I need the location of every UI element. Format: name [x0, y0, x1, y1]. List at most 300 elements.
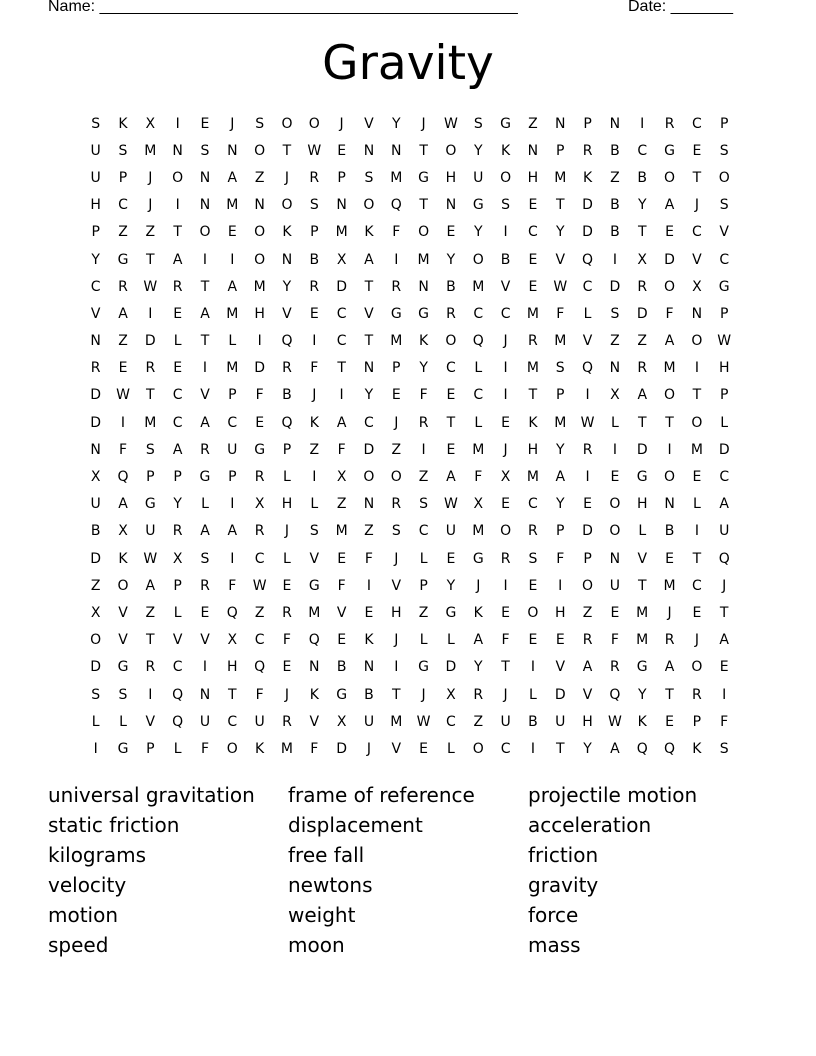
grid-letter: R — [309, 278, 320, 295]
grid-letter: Z — [582, 604, 593, 621]
grid-letter: V — [90, 305, 101, 322]
grid-letter: I — [585, 387, 590, 404]
grid-letter: G — [418, 659, 430, 676]
grid-letter: Z — [473, 713, 484, 730]
grid-letter: P — [719, 305, 729, 322]
grid-letter: J — [394, 414, 399, 431]
grid-letter: O — [664, 387, 676, 404]
word-list-item: gravity — [528, 873, 599, 897]
grid-letter: N — [281, 251, 293, 268]
grid-letter: F — [255, 387, 264, 404]
grid-letter: T — [501, 659, 510, 676]
grid-letter: Z — [309, 441, 320, 458]
grid-letter: O — [254, 224, 266, 241]
grid-letter: U — [555, 713, 566, 730]
grid-letter: U — [199, 713, 211, 730]
grid-letter: I — [366, 577, 372, 594]
grid-letter: J — [503, 441, 508, 458]
grid-letter: Y — [555, 224, 565, 241]
grid-letter: V — [118, 604, 128, 621]
grid-letter: I — [722, 686, 727, 703]
grid-letter: N — [227, 142, 238, 159]
grid-letter: Z — [254, 169, 265, 186]
grid-letter: T — [282, 142, 292, 159]
grid-letter: L — [419, 632, 428, 649]
grid-letter: K — [692, 740, 702, 757]
grid-letter: C — [118, 197, 128, 214]
grid-letter: E — [555, 632, 565, 649]
grid-letter: R — [582, 142, 593, 159]
grid-letter: X — [692, 278, 702, 295]
grid-letter: D — [90, 659, 102, 676]
grid-letter: E — [118, 360, 128, 377]
grid-letter: Q — [226, 604, 238, 621]
grid-letter: V — [555, 659, 566, 676]
grid-letter: I — [120, 414, 126, 431]
grid-row — [82, 735, 738, 762]
grid-letter: F — [720, 713, 729, 730]
grid-letter: F — [392, 224, 401, 241]
grid-letter: E — [446, 387, 456, 404]
grid-letter: A — [446, 469, 456, 486]
grid-letter: V — [719, 224, 729, 241]
grid-letter: M — [390, 713, 403, 730]
grid-letter: T — [200, 333, 210, 350]
grid-row — [82, 137, 738, 164]
grid-row — [82, 654, 738, 681]
grid-letter: S — [419, 496, 429, 513]
grid-letter: E — [583, 496, 592, 513]
grid-letter: A — [200, 414, 210, 431]
grid-letter: G — [445, 604, 457, 621]
grid-letter: D — [336, 740, 347, 757]
grid-letter: O — [664, 469, 676, 486]
grid-letter: I — [640, 115, 645, 132]
grid-letter: X — [227, 632, 238, 649]
grid-letter: A — [227, 278, 238, 295]
grid-row — [82, 627, 738, 654]
word-list-item: weight — [288, 903, 356, 927]
grid-row — [82, 518, 738, 545]
grid-letter: M — [390, 169, 403, 186]
grid-letter: V — [282, 305, 292, 322]
grid-letter: F — [310, 740, 319, 757]
grid-letter: C — [227, 713, 238, 730]
grid-letter: Q — [472, 333, 484, 350]
grid-letter: I — [202, 251, 208, 268]
grid-letter: F — [364, 550, 373, 567]
grid-letter: I — [503, 360, 508, 377]
grid-letter: D — [582, 224, 593, 241]
grid-letter: Z — [336, 496, 347, 513]
grid-letter: O — [254, 251, 266, 268]
grid-letter: U — [90, 169, 101, 186]
grid-letter: P — [228, 469, 237, 486]
grid-letter: E — [255, 414, 265, 431]
grid-letter: J — [284, 523, 290, 540]
grid-row — [82, 328, 738, 355]
grid-letter: I — [257, 333, 262, 350]
grid-letter: C — [719, 251, 730, 268]
grid-letter: E — [501, 604, 511, 621]
grid-letter: X — [172, 550, 183, 567]
grid-letter: H — [254, 305, 265, 322]
grid-letter: A — [172, 251, 183, 268]
grid-letter: D — [609, 278, 621, 295]
grid-letter: O — [445, 333, 457, 350]
grid-letter: R — [172, 278, 183, 295]
grid-letter: E — [446, 550, 456, 567]
grid-letter: N — [363, 142, 375, 159]
grid-letter: R — [664, 632, 675, 649]
grid-letter: Q — [172, 686, 184, 703]
grid-letter: M — [663, 577, 676, 594]
grid-letter: T — [337, 360, 346, 377]
grid-letter: B — [610, 142, 620, 159]
grid-letter: W — [143, 278, 158, 295]
grid-letter: I — [230, 496, 235, 513]
grid-letter: L — [91, 713, 100, 730]
grid-letter: Y — [637, 686, 647, 703]
grid-letter: C — [254, 632, 265, 649]
grid-letter: V — [555, 251, 566, 268]
grid-letter: R — [309, 169, 320, 186]
grid-letter: T — [637, 577, 647, 594]
grid-letter: W — [307, 142, 322, 159]
word-list-item: friction — [528, 843, 599, 867]
grid-letter: N — [609, 360, 621, 377]
grid-row — [82, 192, 738, 219]
grid-row — [82, 708, 738, 735]
grid-letter: R — [282, 360, 292, 377]
grid-letter: I — [312, 333, 317, 350]
grid-letter: Y — [473, 659, 483, 676]
grid-letter: Z — [145, 224, 156, 241]
grid-letter: J — [366, 740, 372, 757]
grid-letter: J — [339, 115, 344, 132]
grid-letter: R — [282, 713, 292, 730]
grid-letter: J — [722, 577, 727, 594]
grid-letter: E — [419, 740, 429, 757]
grid-letter: C — [473, 387, 484, 404]
word-list-item: moon — [288, 933, 345, 957]
grid-letter: C — [691, 115, 702, 132]
grid-letter: B — [500, 251, 511, 268]
grid-letter: U — [90, 142, 101, 159]
grid-letter: P — [583, 115, 592, 132]
word-list-item: velocity — [48, 873, 127, 897]
grid-letter: E — [446, 224, 456, 241]
word-list-item: projectile motion — [528, 783, 698, 807]
grid-letter: E — [665, 550, 674, 567]
grid-letter: F — [200, 740, 209, 757]
grid-letter: A — [637, 387, 648, 404]
grid-letter: J — [503, 686, 508, 703]
grid-letter: L — [583, 305, 592, 322]
grid-letter: A — [555, 469, 566, 486]
grid-letter: F — [610, 632, 619, 649]
grid-letter: X — [336, 251, 347, 268]
grid-letter: C — [418, 523, 429, 540]
grid-row — [82, 491, 738, 518]
grid-letter: M — [335, 224, 348, 241]
grid-letter: D — [90, 387, 102, 404]
grid-letter: M — [636, 604, 649, 621]
grid-letter: J — [312, 387, 317, 404]
grid-row — [82, 572, 738, 599]
grid-letter: Z — [118, 333, 128, 350]
grid-letter: P — [337, 169, 346, 186]
grid-letter: J — [148, 169, 153, 186]
grid-letter: A — [664, 659, 675, 676]
grid-letter: V — [200, 632, 210, 649]
grid-letter: Y — [637, 197, 647, 214]
grid-letter: S — [719, 142, 729, 159]
grid-letter: E — [665, 224, 674, 241]
grid-letter: Z — [118, 224, 128, 241]
grid-letter: O — [445, 142, 457, 159]
grid-letter: E — [692, 604, 702, 621]
grid-letter: Y — [364, 387, 374, 404]
grid-letter: I — [694, 523, 699, 540]
grid-letter: X — [610, 387, 620, 404]
grid-letter: G — [254, 441, 266, 458]
grid-letter: A — [719, 496, 729, 513]
grid-letter: A — [664, 197, 675, 214]
grid-letter: F — [474, 469, 483, 486]
grid-letter: M — [526, 469, 539, 486]
grid-letter: R — [528, 523, 538, 540]
grid-letter: C — [473, 305, 484, 322]
grid-letter: K — [364, 632, 374, 649]
grid-letter: T — [419, 142, 428, 159]
grid-letter: R — [145, 360, 156, 377]
grid-letter: C — [528, 224, 538, 241]
word-list-item: kilograms — [48, 843, 147, 867]
grid-letter: I — [339, 387, 344, 404]
grid-letter: L — [173, 333, 182, 350]
grid-letter: R — [254, 523, 265, 540]
grid-letter: E — [364, 604, 374, 621]
grid-letter: I — [312, 469, 317, 486]
grid-letter: D — [90, 550, 102, 567]
grid-letter: L — [692, 496, 701, 513]
grid-letter: Z — [418, 604, 429, 621]
grid-letter: E — [309, 305, 319, 322]
grid-letter: C — [364, 414, 374, 431]
grid-letter: Y — [473, 224, 483, 241]
grid-letter: G — [664, 142, 675, 159]
grid-letter: V — [582, 686, 593, 703]
grid-letter: D — [144, 333, 156, 350]
grid-letter: O — [500, 169, 512, 186]
grid-letter: Q — [609, 686, 621, 703]
grid-letter: Q — [582, 360, 594, 377]
grid-letter: O — [199, 224, 211, 241]
grid-letter: B — [309, 251, 320, 268]
grid-letter: H — [391, 604, 402, 621]
grid-letter: N — [555, 115, 566, 132]
grid-letter: O — [90, 632, 102, 649]
grid-letter: O — [718, 169, 730, 186]
grid-letter: F — [556, 550, 565, 567]
grid-letter: A — [364, 251, 374, 268]
grid-letter: A — [200, 305, 210, 322]
grid-letter: A — [664, 333, 675, 350]
grid-letter: R — [582, 441, 593, 458]
grid-letter: Q — [281, 333, 293, 350]
grid-letter: P — [392, 360, 401, 377]
grid-letter: I — [530, 740, 535, 757]
grid-letter: D — [718, 441, 730, 458]
grid-letter: P — [228, 387, 237, 404]
grid-letter: C — [172, 414, 183, 431]
grid-letter: R — [391, 496, 402, 513]
grid-letter: W — [444, 115, 458, 132]
grid-letter: A — [200, 523, 210, 540]
word-list — [48, 780, 768, 960]
grid-letter: G — [472, 197, 484, 214]
grid-letter: R — [118, 278, 128, 295]
grid-letter: M — [308, 604, 321, 621]
grid-letter: J — [148, 197, 153, 214]
grid-letter: B — [90, 523, 101, 540]
grid-letter: Q — [308, 632, 320, 649]
grid-letter: I — [667, 441, 672, 458]
grid-letter: N — [90, 333, 101, 350]
grid-letter: N — [445, 197, 457, 214]
grid-letter: B — [446, 278, 456, 295]
grid-letter: G — [390, 305, 402, 322]
grid-letter: O — [527, 604, 539, 621]
grid-letter: T — [637, 224, 647, 241]
grid-letter: A — [118, 305, 128, 322]
grid-letter: P — [146, 740, 155, 757]
grid-letter: Y — [446, 251, 456, 268]
grid-letter: A — [610, 740, 620, 757]
grid-letter: R — [391, 278, 402, 295]
grid-letter: M — [690, 441, 703, 458]
grid-letter: A — [118, 496, 128, 513]
date-field-label[interactable]: Date: _______ — [628, 0, 733, 15]
grid-letter: L — [173, 740, 182, 757]
grid-letter: O — [664, 278, 676, 295]
grid-letter: L — [447, 740, 455, 757]
grid-letter: V — [309, 550, 320, 567]
grid-letter: C — [172, 387, 183, 404]
grid-letter: L — [474, 360, 483, 377]
grid-row — [82, 436, 738, 463]
grid-letter: W — [444, 496, 458, 513]
grid-letter: Z — [90, 577, 101, 594]
grid-letter: Y — [473, 142, 483, 159]
grid-letter: V — [582, 333, 593, 350]
grid-letter: K — [500, 142, 511, 159]
grid-letter: I — [394, 659, 399, 676]
grid-letter: I — [612, 251, 617, 268]
grid-letter: Y — [419, 360, 428, 377]
grid-letter: H — [227, 659, 238, 676]
grid-letter: N — [609, 115, 621, 132]
grid-letter: O — [609, 496, 621, 513]
grid-letter: E — [337, 632, 347, 649]
grid-letter: O — [418, 224, 430, 241]
grid-letter: N — [336, 197, 347, 214]
grid-letter: E — [200, 115, 210, 132]
grid-letter: E — [337, 550, 347, 567]
grid-letter: R — [528, 333, 538, 350]
grid-letter: I — [558, 577, 563, 594]
grid-letter: G — [472, 550, 484, 567]
grid-letter: Z — [254, 604, 265, 621]
grid-letter: G — [636, 469, 648, 486]
grid-letter: M — [554, 333, 567, 350]
name-field-label[interactable]: Name: _______________________________________________ — [48, 0, 518, 15]
word-list-item: force — [528, 903, 579, 927]
grid-letter: S — [528, 550, 538, 567]
grid-letter: E — [528, 197, 538, 214]
grid-letter: A — [719, 632, 729, 649]
grid-letter: A — [172, 441, 183, 458]
grid-letter: V — [336, 604, 347, 621]
grid-letter: P — [118, 169, 128, 186]
grid-letter: V — [364, 305, 374, 322]
grid-letter: V — [200, 387, 210, 404]
page-title: Gravity — [322, 36, 494, 91]
grid-letter: M — [335, 523, 348, 540]
grid-row — [82, 681, 738, 708]
grid-letter: X — [90, 469, 101, 486]
grid-letter: N — [363, 659, 375, 676]
grid-letter: N — [418, 278, 429, 295]
grid-letter: G — [500, 115, 512, 132]
grid-letter: O — [472, 251, 484, 268]
grid-letter: X — [336, 469, 347, 486]
grid-letter: E — [528, 251, 538, 268]
grid-letter: V — [118, 632, 128, 649]
grid-letter: R — [282, 604, 292, 621]
grid-letter: U — [500, 713, 511, 730]
grid-letter: P — [556, 387, 565, 404]
grid-letter: R — [446, 305, 456, 322]
grid-letter: K — [528, 414, 538, 431]
grid-letter: I — [394, 251, 399, 268]
grid-letter: N — [199, 169, 211, 186]
grid-letter: A — [227, 169, 238, 186]
grid-letter: N — [363, 360, 375, 377]
grid-letter: M — [144, 142, 157, 159]
grid-letter: O — [172, 169, 184, 186]
grid-letter: V — [692, 251, 702, 268]
grid-letter: C — [719, 469, 730, 486]
grid-letter: D — [582, 197, 593, 214]
grid-letter: M — [636, 632, 649, 649]
grid-letter: Z — [364, 523, 374, 540]
grid-letter: F — [337, 577, 346, 594]
grid-letter: X — [473, 496, 484, 513]
grid-letter: V — [637, 550, 648, 567]
grid-letter: D — [582, 523, 593, 540]
grid-letter: E — [446, 441, 456, 458]
grid-letter: P — [91, 224, 100, 241]
grid-letter: R — [637, 278, 648, 295]
grid-letter: K — [118, 115, 128, 132]
grid-letter: C — [500, 740, 511, 757]
grid-row — [82, 355, 738, 382]
grid-letter: C — [254, 550, 265, 567]
grid-letter: O — [363, 469, 375, 486]
grid-letter: Q — [254, 659, 266, 676]
